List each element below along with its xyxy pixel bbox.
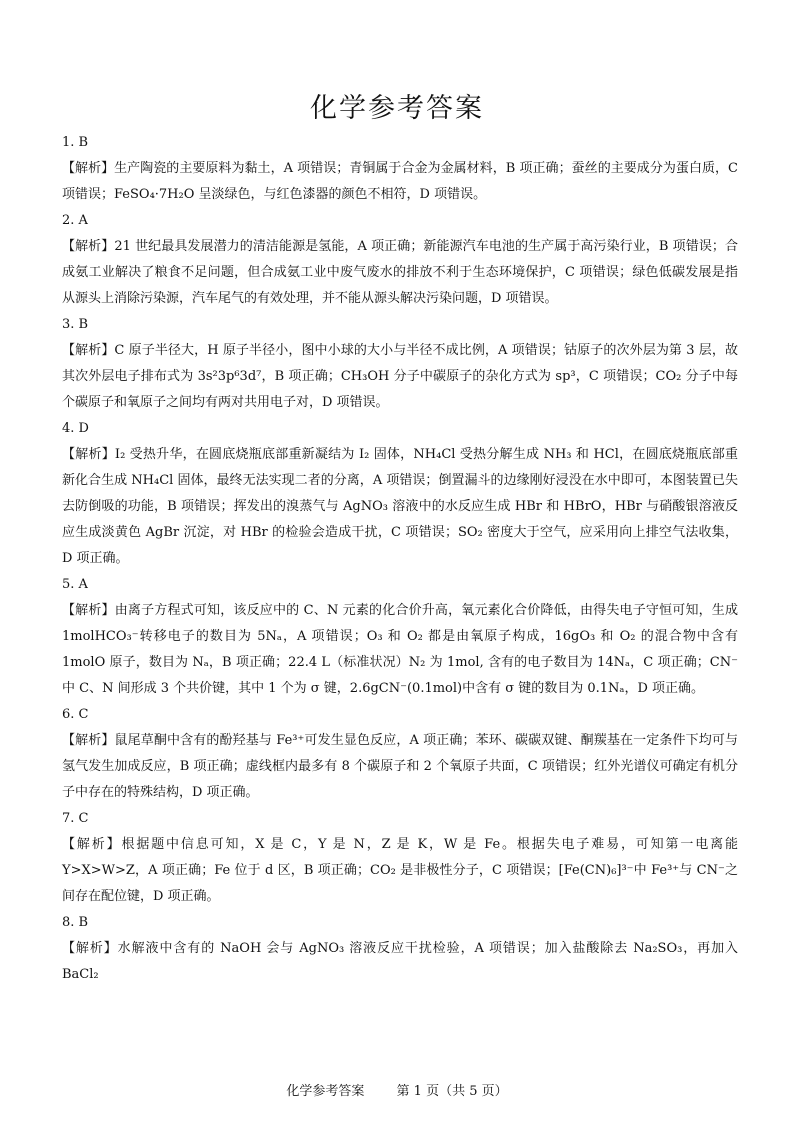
answer-item-8 bbox=[62, 914, 738, 988]
explanation-text: 【解析】21 世纪最具发展潜力的清洁能源是氢能，A 项正确；新能源汽车电池的生产属于高污染行业，B 项错误；合成氨工业解决了粮食不足问题，但合成氨工业中废气废水的排放不利于生态环境保护，C 项错误；绿色低碳发展是指从源头上消除污染源，汽车尾气的有效处理，并不能从源头解决污染问题，D 项错误。 bbox=[62, 239, 738, 306]
question-number: 6. C bbox=[62, 707, 89, 722]
explanation-text: 【解析】C 原子半径大，H 原子半径小，图中小球的大小与半径不成比例，A 项错误；钴原子的次外层为第 3 层，故其次外层电子排布式为 3s²3p⁶3d⁷，B 项正确；CH₃OH 分子中碳原子的杂化方式为 sp³，C 项错误；CO₂ 分子中每个碳原子和氧原子之间均有两对共用电子对，D 项错误。 bbox=[62, 343, 738, 410]
question-number: 1. B bbox=[62, 135, 89, 150]
question-number: 8. B bbox=[62, 915, 89, 930]
answer-item-3 bbox=[62, 316, 738, 416]
explanation-text: 【解析】由离子方程式可知，该反应中的 C、N 元素的化合价升高，氧元素化合价降低，由得失电子守恒可知，生成 1molHCO₃⁻转移电子的数目为 5Nₐ，A 项错误；O₃ 和 O₂ 都是由氧原子构成，16gO₃ 和 O₂ 的混合物中含有 1molO 原子，数目为 Nₐ，B 项正确；22.4 L（标准状况）N₂ 为 1mol, 含有的电子数目为 14Nₐ，C 项正确；CN⁻ 中 C、N 间形成 3 个共价键，其中 1 个为 σ 键，2.6gCN⁻(0.1mol)中含有 σ 键的数目为 0.1Nₐ，D 项正确。 bbox=[62, 603, 738, 696]
answer-item-1 bbox=[62, 134, 738, 208]
explanation-text: 【解析】水解液中含有的 NaOH 会与 AgNO₃ 溶液反应干扰检验，A 项错误；加入盐酸除去 Na₂SO₃，再加入 BaCl₂ bbox=[62, 941, 738, 982]
page-number: 第 1 页（共 5 页） bbox=[396, 1084, 508, 1099]
page-title: 化学参考答案 bbox=[310, 93, 484, 124]
question-number: 5. A bbox=[62, 577, 88, 592]
answer-item-7 bbox=[62, 810, 738, 910]
explanation-text: 【解析】鼠尾草酮中含有的酚羟基与 Fe³⁺可发生显色反应，A 项正确；苯环、碳碳双键、酮羰基在一定条件下均可与氢气发生加成反应，B 项正确；虚线框内最多有 8 个碳原子和 2 个氧原子共面，C 项错误；红外光谱仪可确定有机分子中存在的特殊结构，D 项正确。 bbox=[62, 733, 738, 800]
footer-doc-title: 化学参考答案 bbox=[286, 1084, 365, 1099]
question-number: 7. C bbox=[62, 811, 89, 826]
answer-item-6 bbox=[62, 706, 738, 806]
explanation-text: 【解析】I₂ 受热升华，在圆底烧瓶底部重新凝结为 I₂ 固体，NH₄Cl 受热分解生成 NH₃ 和 HCl，在圆底烧瓶底部重新化合生成 NH₄Cl 固体，最终无法实现二者的分离，A 项错误；倒置漏斗的边缘刚好浸没在水中即可，本图装置已失去防倒吸的功能，B 项错误；挥发出的溴蒸气与 AgNO₃ 溶液中的水反应生成 HBr 和 HBrO，HBr 与硝酸银溶液反应生成淡黄色 AgBr 沉淀，对 HBr 的检验会造成干扰，C 项错误；SO₂ 密度大于空气，应采用向上排空气法收集，D 项正确。 bbox=[62, 447, 738, 566]
answer-item-5 bbox=[62, 576, 738, 702]
page-footer bbox=[0, 1080, 794, 1099]
answer-list bbox=[62, 134, 738, 992]
question-number: 2. A bbox=[62, 213, 88, 228]
explanation-text: 【解析】生产陶瓷的主要原料为黏土，A 项错误；青铜属于合金为金属材料，B 项正确；蚕丝的主要成分为蛋白质，C 项错误；FeSO₄·7H₂O 呈淡绿色，与红色漆器的颜色不相符，D 项错误。 bbox=[62, 161, 738, 202]
explanation-text: 【解析】根据题中信息可知，X 是 C，Y 是 N，Z 是 K，W 是 Fe。根据失电子难易，可知第一电离能 Y>X>W>Z，A 项正确；Fe 位于 d 区，B 项正确；CO₂ 是非极性分子，C 项错误；[Fe(CN)₆]³⁻中 Fe³⁺与 CN⁻之间存在配位键，D 项正确。 bbox=[62, 837, 738, 904]
question-number: 4. D bbox=[62, 421, 89, 436]
question-number: 3. B bbox=[62, 317, 89, 332]
answer-item-4 bbox=[62, 420, 738, 572]
answer-item-2 bbox=[62, 212, 738, 312]
